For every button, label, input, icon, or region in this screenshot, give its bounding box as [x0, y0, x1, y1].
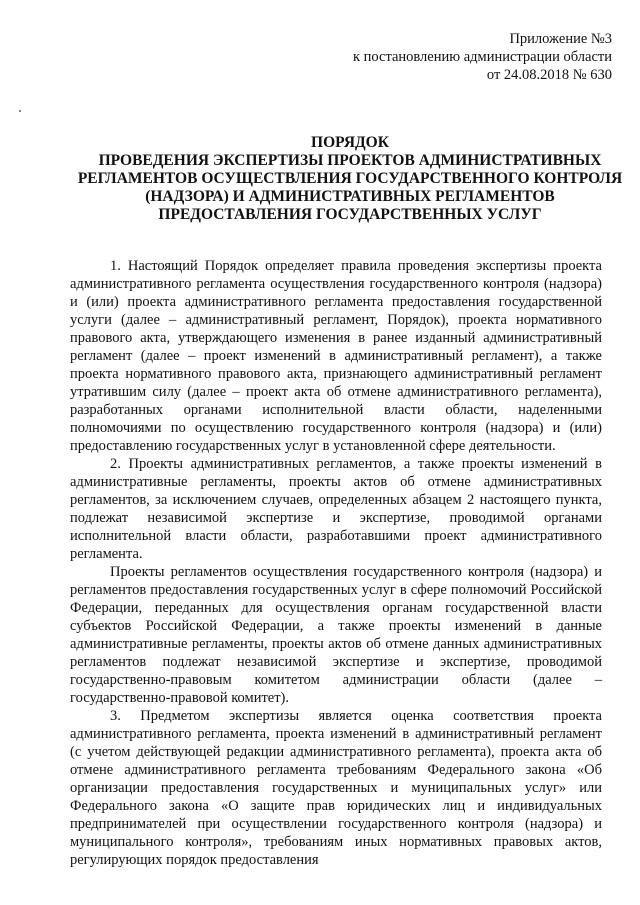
title-subject: ПРОВЕДЕНИЯ ЭКСПЕРТИЗЫ ПРОЕКТОВ АДМИНИСТРАТИВНЫХ РЕГЛАМЕНТОВ ОСУЩЕСТВЛЕНИЯ ГОСУДАРСТВЕННОГО КОНТРОЛЯ (НАДЗОРА) И АДМИНИСТРАТИВНЫХ РЕГЛАМЕНТОВ ПРЕДОСТАВЛЕНИЯ ГОСУДАРСТВЕННЫХ УСЛУГ [77, 152, 623, 223]
scan-dot [19, 110, 21, 112]
document-title [70, 134, 630, 224]
document-body [70, 257, 602, 869]
paragraph-1: 1. Настоящий Порядок определяет правила проведения экспертизы проекта административного регламента осуществления государственного контроля (надзора) и (или) проекта административного регламента предоставления государственной услуги (далее – административный регламент, Порядок), проекта нормативного правового акта, утверждающего изменения в ранее изданный административный регламент (далее – проект изменений в административный регламент), а также проекта нормативного правового акта, признающего административный регламент утратившим силу (далее – проект акта об отмене административного регламента), разработанных органами исполнительной власти области, наделенными полномочиями по осуществлению государственного контроля (надзора) и (или) предоставлению государственных услуг в установленной сфере деятельности. [70, 258, 602, 454]
title-word: ПОРЯДОК [311, 134, 389, 151]
paragraph-3: Проекты регламентов осуществления государственного контроля (надзора) и регламентов предоставления государственных услуг в сфере полномочий Российской Федерации, переданных для осуществления органам государственной власти субъектов Российской Федерации, а также проекты изменений в данные административные регламенты, проекты актов об отмене данных административных регламентов подлежат независимой экспертизе и экспертизе, проводимой государственно-правовым комитетом администрации области (далее – государственно-правовой комитет). [70, 564, 602, 706]
annex-header [353, 30, 612, 84]
annex-date: от 24.08.2018 № 630 [486, 67, 612, 83]
paragraph-4: 3. Предметом экспертизы является оценка соответствия проекта административного регламента, проекта изменений в административный регламент (с учетом действующей редакции административного регламента), проекта акта об отмене административного регламента требованиям Федерального закона «Об организации предоставления государственных и муниципальных услуг» или Федерального закона «О защите прав юридических лиц и индивидуальных предпринимателей при осуществлении государственного контроля (надзора) и муниципального контроля», требованиям иных нормативных правовых актов, регулирующих порядок предоставления [70, 708, 602, 868]
paragraph-2: 2. Проекты административных регламентов, а также проекты изменений в административные регламенты, проекты актов об отмене административных регламентов, за исключением случаев, определенных абзацем 2 настоящего пункта, подлежат независимой экспертизе и экспертизе, проводимой органами исполнительной власти области, разработавшими проект административного регламента. [70, 456, 602, 562]
annex-number: Приложение №3 [509, 31, 612, 47]
annex-reference: к постановлению администрации области [352, 49, 612, 65]
